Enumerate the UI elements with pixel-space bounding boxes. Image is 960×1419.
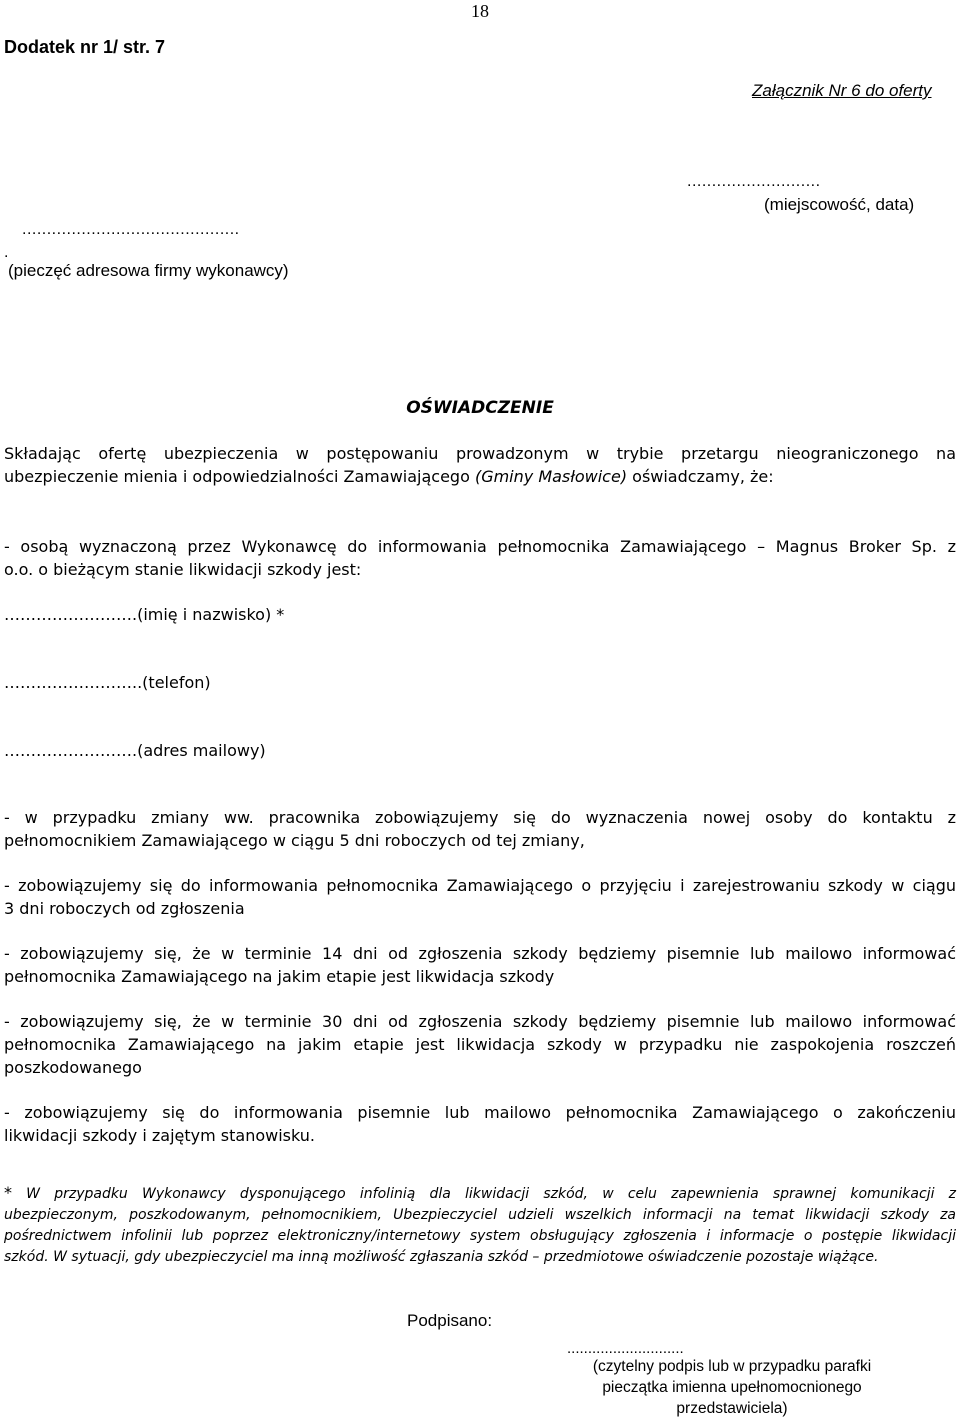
intro-line-2 <box>4 465 956 488</box>
annex-title: Załącznik Nr 6 do oferty <box>752 81 932 100</box>
footnote <box>4 1182 956 1268</box>
clause-30-days <box>4 1010 956 1079</box>
municipality-name: (Gminy Masłowice) <box>474 467 628 486</box>
footnote-line-1 <box>4 1182 956 1205</box>
footnote-line-2: ubezpieczonym, poszkodowanym, pełnomocnikiem, Ubezpieczyciel udzieli wszelkich informacji na temat likwidacji szkody za <box>4 1207 956 1223</box>
clause-line: pełnomocnika Zamawiającego na jakim etapie jest likwidacja szkody <box>4 967 555 986</box>
attachment-reference: Dodatek nr 1/ str. 7 <box>4 37 166 57</box>
clause-line: poszkodowanego <box>4 1058 142 1077</box>
phone-field: ……………………..(telefon) <box>4 673 211 692</box>
stamp-dot: . <box>4 244 9 261</box>
signature-label: Podpisano: <box>407 1311 493 1330</box>
signature-caption-line: pieczątka imienna upełnomocnionego <box>602 1379 862 1396</box>
contact-person-paragraph <box>4 535 956 581</box>
clause-line: - zobowiązujemy się do informowania pełnomocnika Zamawiającego o przyjęciu i zarejestrowaniu szkody w ciągu <box>4 876 956 895</box>
intro-line-1: Składając ofertę ubezpieczenia w postępowaniu prowadzonym w trybie przetargu nieograniczonego na <box>4 444 956 463</box>
signature-dots: ............................ <box>567 1340 684 1357</box>
place-date-label: (miejscowość, data) <box>764 195 915 214</box>
clause-register-claim <box>4 874 956 920</box>
clause-change-employee <box>4 806 956 852</box>
footnote-line-3: pośrednictwem infolinii lub poprzez elektroniczny/internetowy system obsługujący zgłoszenia i informacje o postępie likwidacji <box>4 1228 956 1244</box>
clause-line: - zobowiązujemy się, że w terminie 14 dni od zgłoszenia szkody będziemy pisemnie lub mailowo informować <box>4 944 956 963</box>
clause-line: - zobowiązujemy się do informowania pisemnie lub mailowo pełnomocnika Zamawiającego o zakończeniu <box>4 1103 956 1122</box>
clause-line: - zobowiązujemy się, że w terminie 30 dni od zgłoszenia szkody będziemy pisemnie lub mailowo informować <box>4 1012 956 1031</box>
intro-text: ubezpieczenie mienia i odpowiedzialności Zamawiającego <box>4 467 475 486</box>
contact-line-2: o.o. o bieżącym stanie likwidacji szkody jest: <box>4 560 362 579</box>
clause-line: likwidacji szkody i zajętym stanowisku. <box>4 1126 315 1145</box>
clause-line: 3 dni roboczych od zgłoszenia <box>4 899 245 918</box>
email-field: …………………….(adres mailowy) <box>4 741 266 760</box>
clause-14-days <box>4 942 956 988</box>
footnote-line-4: szkód. W sytuacji, gdy ubezpieczyciel ma inną możliwość zgłaszania szkód – przedmiotowe oświadczenie pozostaje wiążące. <box>4 1249 879 1265</box>
intro-declare: oświadczamy, że: <box>627 467 774 486</box>
place-date-dots: ........................... <box>687 173 821 190</box>
stamp-label: (pieczęć adresowa firmy wykonawcy) <box>8 261 289 280</box>
page-number: 18 <box>471 1 489 21</box>
contact-line-1: - osobą wyznaczoną przez Wykonawcę do informowania pełnomocnika Zamawiającego – Magnus Broker Sp. z <box>4 537 956 556</box>
clause-line: pełnomocnikiem Zamawiającego w ciągu 5 dni roboczych od tej zmiany, <box>4 831 585 850</box>
clause-line: - w przypadku zmiany ww. pracownika zobowiązujemy się do wyznaczenia nowej osoby do kontaktu z <box>4 808 956 827</box>
clause-closing <box>4 1101 956 1147</box>
intro-paragraph <box>4 442 956 488</box>
footnote-star: * <box>4 1183 12 1202</box>
clause-line: pełnomocnika Zamawiającego na jakim etapie jest likwidacja szkody w przypadku nie zaspokojenia roszczeń <box>4 1035 956 1054</box>
name-field: …………………….(imię i nazwisko) * <box>4 605 285 624</box>
signature-caption-line: przedstawiciela) <box>676 1400 788 1417</box>
document-title: OŚWIADCZENIE <box>406 398 554 418</box>
stamp-dots: ............................................ <box>22 221 240 238</box>
footnote-text: W przypadku Wykonawcy dysponującego infolinią dla likwidacji szkód, w celu zapewnienia sprawnej komunikacji z <box>12 1186 956 1202</box>
signature-caption <box>567 1356 897 1419</box>
signature-caption-line: (czytelny podpis lub w przypadku parafki <box>592 1358 872 1375</box>
